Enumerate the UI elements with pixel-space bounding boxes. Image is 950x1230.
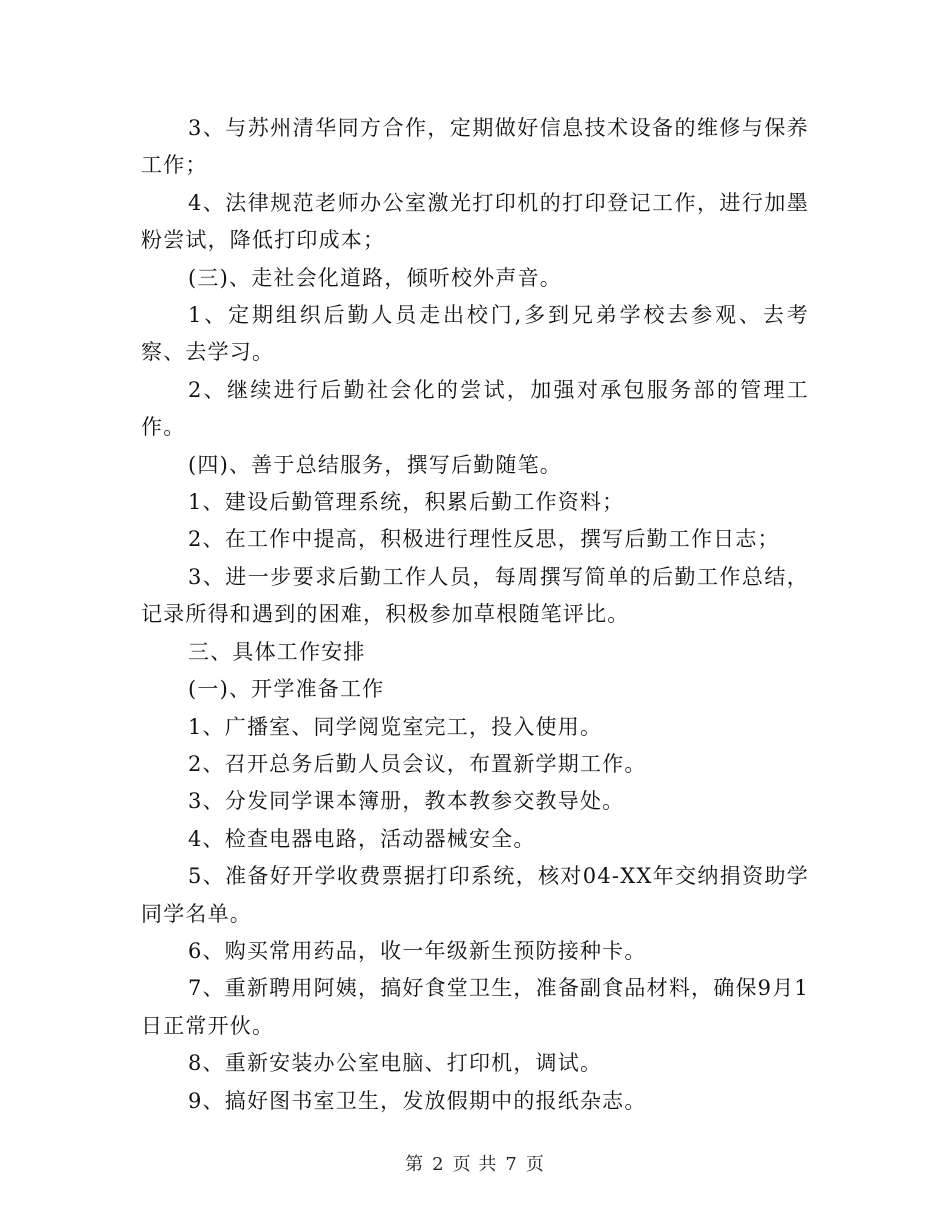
paragraph-4: 1、定期组织后勤人员走出校门,多到兄弟学校去参观、去考察、去学习。	[141, 303, 809, 365]
chapter-heading-3: 三、具体工作安排	[188, 639, 366, 664]
paragraph-12: 1、广播室、同学阅览室完工，投入使用。	[188, 714, 603, 739]
paragraph-17: 6、购买常用药品，收一年级新生预防接种卡。	[188, 938, 647, 963]
paragraph-14: 3、分发同学课本簿册，教本教参交教导处。	[188, 789, 625, 814]
footer-suffix: 页	[525, 1154, 545, 1175]
paragraph-18: 7、重新聘用阿姨，搞好食堂卫生，准备副食品材料，确保9月1日正常开伙。	[141, 976, 809, 1038]
paragraph-9: 3、进一步要求后勤工作人员，每周撰写简单的后勤工作总结，记录所得和遇到的困难，积极参加草根随笔评比。	[141, 564, 809, 627]
paragraph-2: 4、法律规范老师办公室激光打印机的打印登记工作，进行加墨粉尝试，降低打印成本；	[141, 190, 809, 253]
paragraph-20: 9、搞好图书室卫生，发放假期中的报纸杂志。	[188, 1088, 647, 1113]
section-heading-3: (三)、走社会化道路，倾听校外声音。	[188, 265, 562, 290]
paragraph-1: 3、与苏州清华同方合作，定期做好信息技术设备的维修与保养工作；	[141, 116, 809, 178]
page-footer	[0, 1150, 950, 1176]
footer-current-page: 2	[432, 1154, 445, 1175]
paragraph-5: 2、继续进行后勤社会化的尝试，加强对承包服务部的管理工作。	[141, 377, 809, 440]
section-heading-4: (四)、善于总结服务，撰写后勤随笔。	[188, 452, 562, 477]
document-body	[141, 110, 809, 1120]
paragraph-7: 1、建设后勤管理系统，积累后勤工作资料；	[188, 490, 625, 515]
section-heading-1: (一)、开学准备工作	[188, 677, 385, 702]
footer-middle: 页 共	[452, 1154, 498, 1175]
paragraph-13: 2、召开总务后勤人员会议，布置新学期工作。	[188, 751, 647, 776]
paragraph-8: 2、在工作中提高，积极进行理性反思，撰写后勤工作日志；	[188, 527, 780, 552]
footer-total-pages: 7	[505, 1154, 518, 1175]
paragraph-15: 4、检查电器电路，活动器械安全。	[188, 826, 536, 851]
footer-prefix: 第	[405, 1154, 425, 1175]
paragraph-16: 5、准备好开学收费票据打印系统，核对04-XX年交纳捐资助学同学名单。	[141, 864, 809, 926]
paragraph-19: 8、重新安装办公室电脑、打印机，调试。	[188, 1051, 603, 1076]
